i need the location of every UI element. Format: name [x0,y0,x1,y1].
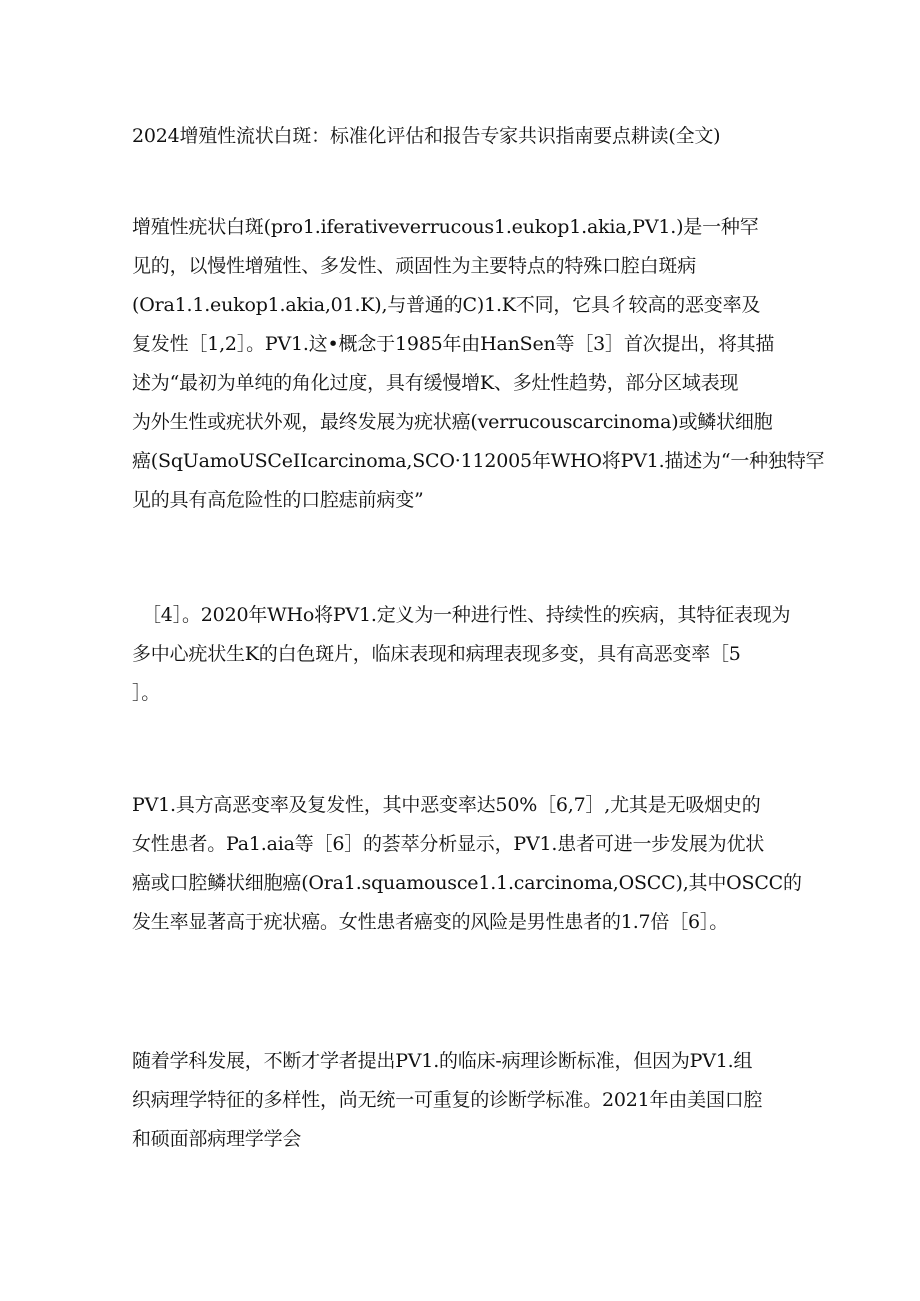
paragraph-line: 随着学科发展，不断才学者提出PV1.的临床-病理诊断标准，但因为PV1.组 [132,1050,753,1072]
paragraph-line: 织病理学特征的多样性，尚无统一可重复的诊断学标准。2021年由美国口腔 [132,1089,763,1111]
paragraph-line: 述为“最初为单纯的角化过度，具有缓慢增K、多灶性趋势，部分区域表现 [132,372,739,394]
paragraph-line: 见的具有高危险性的口腔痣前病变” [132,489,424,511]
paragraph-line: 复发性［1,2］。PV1.这•概念于1985年由HanSen等［3］首次提出，将其描 [132,333,775,355]
paragraph-line: ］。 [132,682,161,704]
paragraph-line: 癌或口腔鳞状细胞癌(Ora1.squamousce1.1.carcinoma,OSCC),其中OSCC的 [132,872,802,894]
paragraph-4 [132,1042,792,1159]
paragraph-line: 多中心疣状生K的白色斑片，临床表现和病理表现多变，具有高恶变率［5 [132,643,741,665]
paragraph-line: ［4］。2020年WHo将PV1.定义为一种进行性、持续性的疾病，其特征表现为 [142,604,791,626]
paragraph-line: 发生率显著高于疣状癌。女性患者癌变的风险是男性患者的1.7倍［6］。 [132,911,729,933]
paragraph-line: 见的，以慢性增殖性、多发性、顽固性为主要特点的特殊口腔白斑病 [132,255,697,277]
paragraph-line: 癌(SqUamoUSCeIIcarcinoma,SCO·112005年WHO将PV1.描述为“一种独特罕 [132,450,825,472]
paragraph-line: 女性患者。Pa1.aia等［6］的荟萃分析显示，PV1.患者可进一步发展为优状 [132,833,765,855]
paragraph-line: 增殖性疣状白斑(pro1.iferativeverrucous1.eukop1.akia,PV1.)是一种罕 [132,216,759,238]
paragraph-line: 和硕面部病理学学会 [132,1128,302,1150]
paragraph-2 [132,596,802,713]
paragraph-1 [132,208,825,520]
paragraph-3 [132,786,802,942]
document-title: 2024增殖性流状白斑：标准化评估和报告专家共识指南要点耕读(全文) [132,125,721,147]
paragraph-line: PV1.具方高恶变率及复发性，其中恶变率达50%［6,7］,尤其是无吸烟史的 [132,794,761,816]
paragraph-line: 为外生性或疣状外观，最终发展为疣状癌(verrucouscarcinoma)或鳞状细胞 [132,411,773,433]
paragraph-line: (Ora1.1.eukop1.akia,01.K),与普通的C)1.K不同，它具彳较高的恶变率及 [132,294,761,316]
